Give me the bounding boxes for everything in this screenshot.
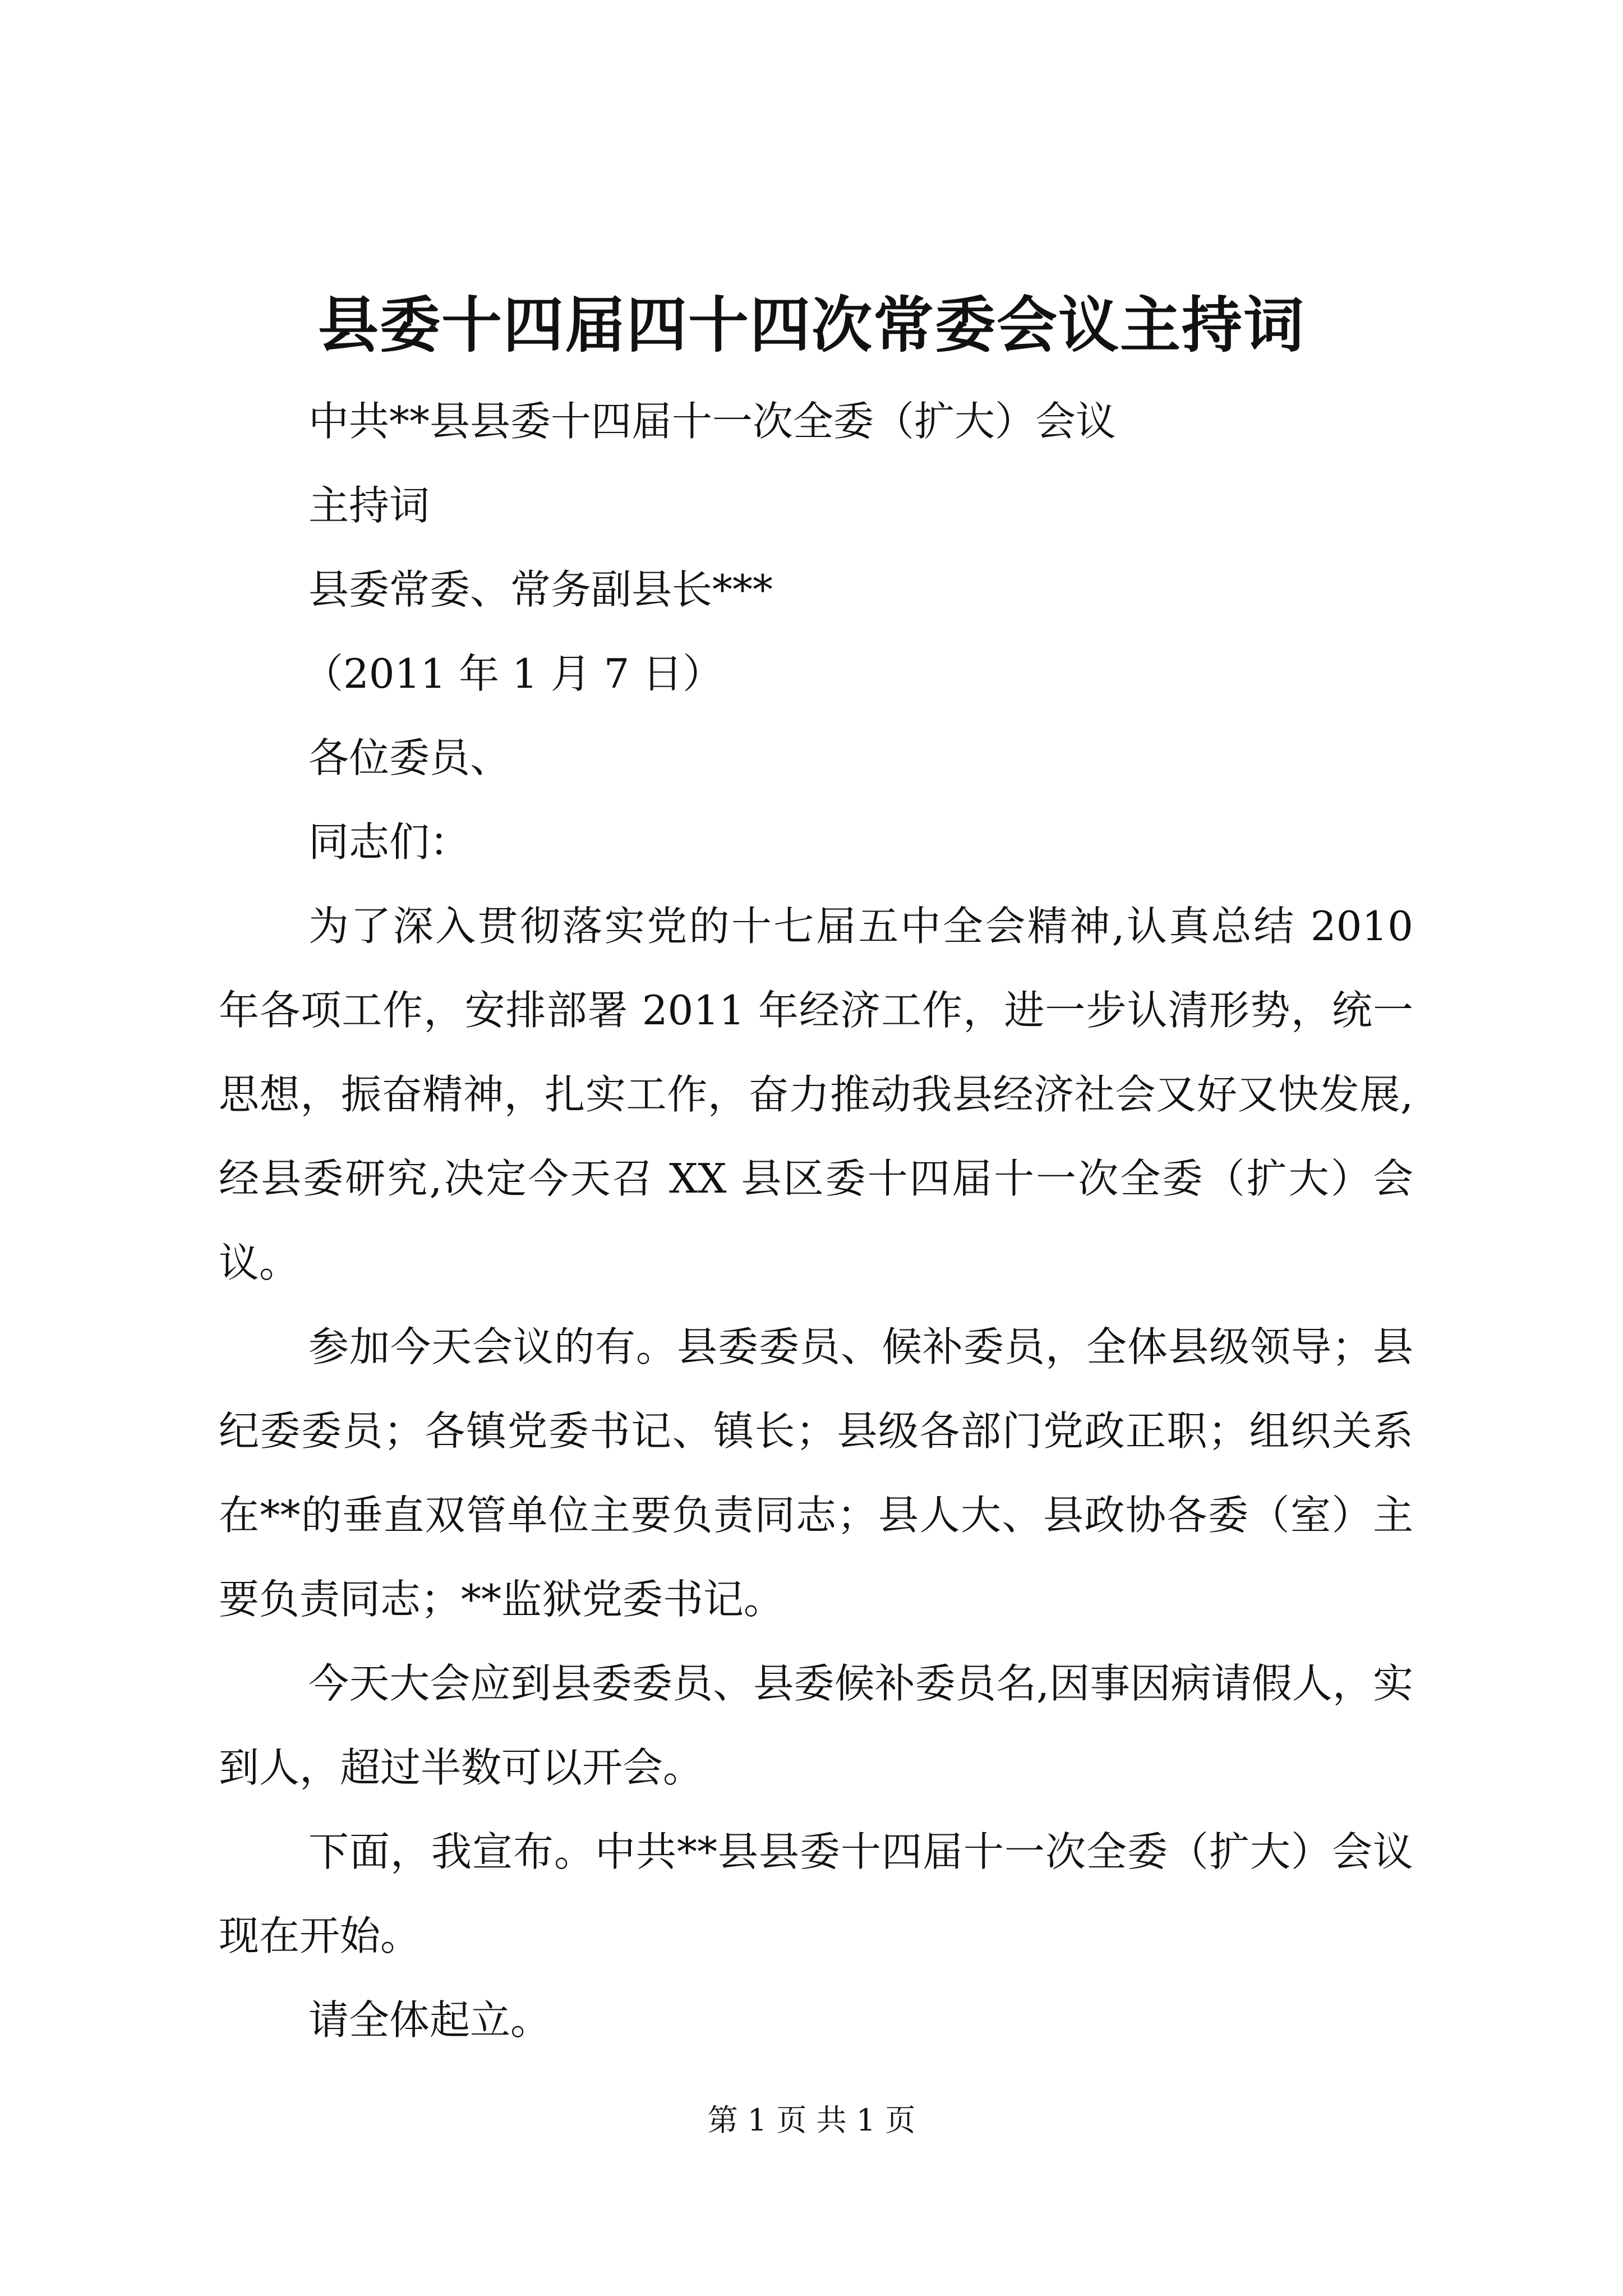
salutation-line-1: 各位委员、 xyxy=(308,734,511,781)
paragraph-attendees: 参加今天会议的有。县委委员、候补委员，全体县级领导；县纪委委员；各镇党委书记、镇长；县级各部门党政正职；组织关系在**的垂直双管单位主要负责同志；县人大、县政协各委（室）主要负责同志；**监狱党委书记。 xyxy=(219,1323,1413,1623)
speaker-line: 县委常委、常务副县长*** xyxy=(308,566,773,613)
paragraph-opening: 下面，我宣布。中共**县县委十四届十一次全委（扩大）会议现在开始。 xyxy=(219,1828,1413,1959)
document-body xyxy=(219,379,1413,2062)
meeting-name-line: 中共**县县委十四届十一次全委（扩大）会议 xyxy=(308,398,1117,445)
date-line: （2011 年 1 月 7 日） xyxy=(303,650,723,697)
salutation-line-2: 同志们： xyxy=(308,818,471,866)
paragraph-purpose: 为了深入贯彻落实党的十七届五中全会精神,认真总结 2010 年各项工作，安排部署 2011 年经济工作，进一步认清形势，统一思想，振奋精神，扎实工作，奋力推动我县经济社会又好又快发展,经县委研究,决定今天召 XX 县区委十四届十一次全委（扩大）会议。 xyxy=(219,903,1413,1286)
document-title: 县委十四届四十四次常委会议主持词 xyxy=(317,290,1305,361)
speech-type-line: 主持词 xyxy=(308,482,430,529)
paragraph-quorum: 今天大会应到县委委员、县委候补委员名,因事因病请假人，实到人，超过半数可以开会。 xyxy=(219,1660,1413,1791)
page-footer: 第 1 页 共 1 页 xyxy=(707,2102,916,2138)
paragraph-stand: 请全体起立。 xyxy=(308,1996,551,2044)
